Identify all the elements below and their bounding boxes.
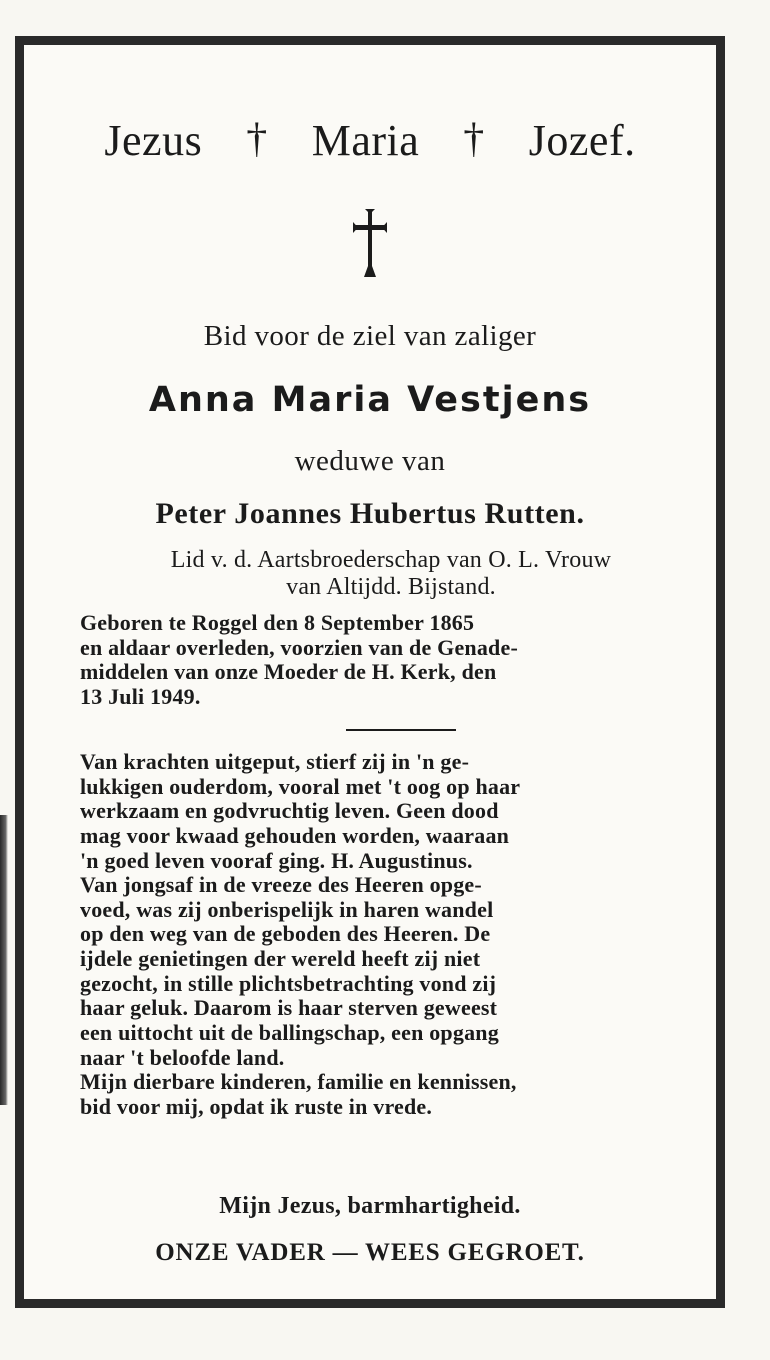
birth-death-text: Geboren te Roggel den 8 September 1865 en aldaar overleden, voorzien van de Genade- middelen van onze Moeder de H. Kerk, den 13 Juli 1949. — [80, 610, 518, 709]
header-maria: Maria — [311, 116, 420, 165]
dagger-icon: † — [246, 115, 268, 162]
membership-text: Lid v. d. Aartsbroederschap van O. L. Vrouw van Altijdd. Bijstand. — [170, 547, 612, 600]
closing-invocation: ONZE VADER — WEES GEGROET. — [155, 1239, 585, 1266]
dagger-icon: † — [463, 115, 485, 162]
husband-name: Peter Joannes Hubertus Rutten. — [155, 497, 585, 530]
latin-cross-icon — [350, 205, 390, 285]
prayer-intro: Bid voor de ziel van zaliger — [203, 320, 537, 352]
holy-family-header — [24, 115, 716, 166]
memorial-card-frame — [15, 36, 725, 1308]
section-divider — [346, 729, 456, 731]
memorial-card-content — [24, 45, 716, 1299]
widow-phrase: weduwe van — [294, 445, 446, 477]
scan-edge-shadow — [0, 815, 8, 1105]
closing-prayer: Mijn Jezus, barmhartigheid. — [219, 1193, 521, 1219]
memorial-text: Van krachten uitgeput, stierf zij in 'n ge- lukkigen ouderdom, vooral met 't oog op haar werkzaam en godvruchtig leven. Geen dood mag voor kwaad gehouden worden, waaraan 'n goed leven vooraf ging. H. Augustinus. Van jongsaf in de vreeze des Heeren opge- voed, was zij onberispelijk in haren wandel op den weg van de geboden des Heeren. De ijdele genietingen der wereld heeft zij niet gezocht, in stille plichtsbetrachting vond zij haar geluk. Daarom is haar sterven geweest een uittocht uit de ballingschap, een opgang naar 't beloofde land. Mijn dierbare kinderen, familie en kennissen, bid voor mij, opdat ik ruste in vrede. — [80, 749, 521, 1119]
header-jezus: Jezus — [104, 116, 203, 165]
deceased-name: Anna Maria Vestjens — [148, 380, 592, 420]
header-jozef: Jozef. — [528, 116, 636, 165]
